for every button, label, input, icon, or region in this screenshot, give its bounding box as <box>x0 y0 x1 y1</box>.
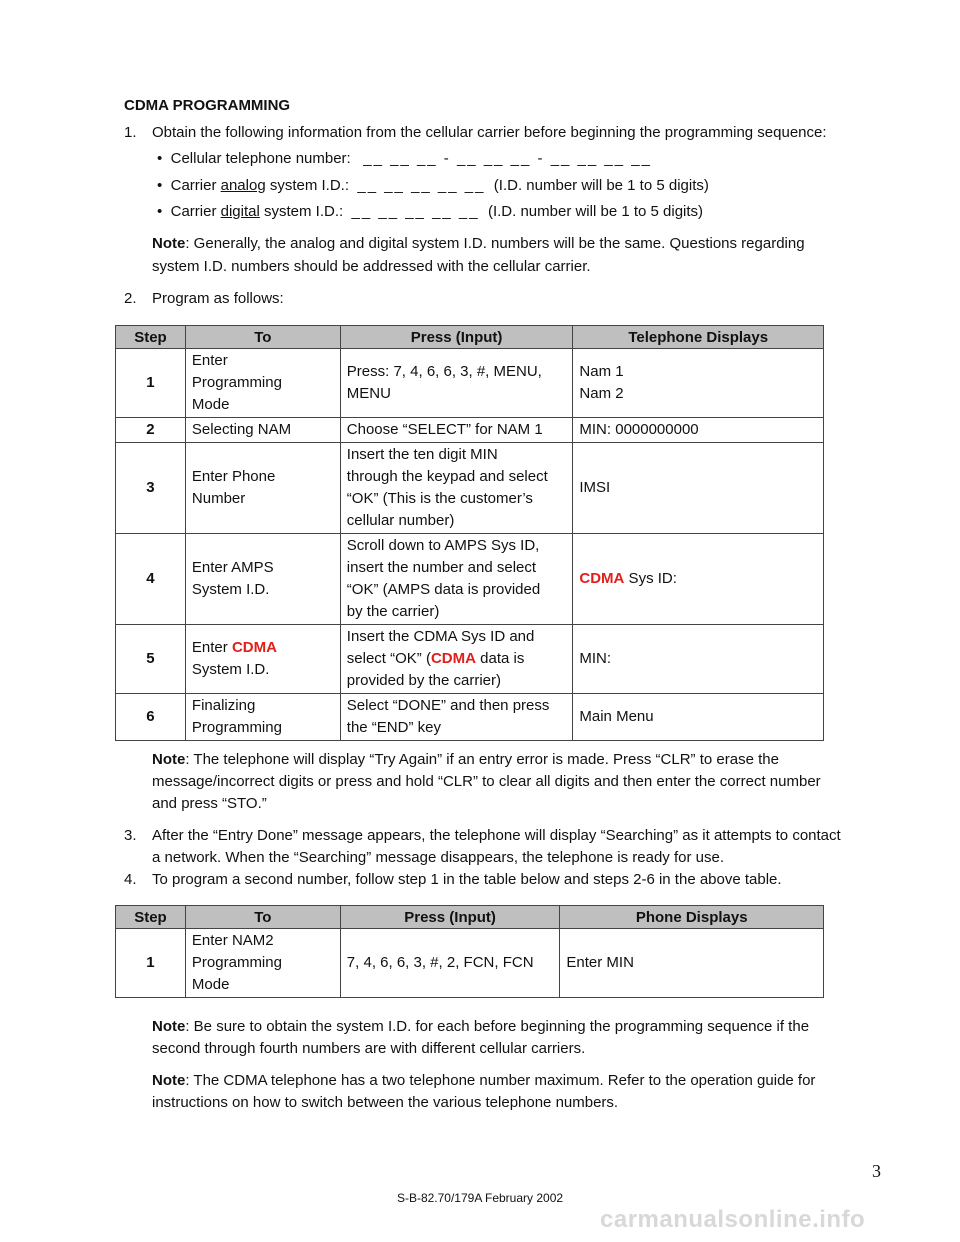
note-text: : Generally, the analog and digital system I.D. numbers will be the same. Questions regarding <box>185 235 805 252</box>
step-cell: 2 <box>116 418 186 443</box>
table-row <box>116 625 824 694</box>
col-header-to: To <box>185 906 340 929</box>
phone-number-blanks: __ __ __ - __ __ __ - __ __ __ __ <box>363 150 652 167</box>
display-cell: MIN: <box>573 625 824 694</box>
table-row <box>116 694 824 741</box>
table-row <box>116 443 824 534</box>
note4-line1 <box>152 1070 815 1092</box>
cell-line: MENU <box>346 385 391 402</box>
note3-line1 <box>152 1016 809 1038</box>
cell-line: Finalizing <box>191 697 256 714</box>
step1-text: Obtain the following information from the cellular carrier before beginning the programming sequence: <box>152 124 827 141</box>
to-cell: Selecting NAM <box>185 418 340 443</box>
step-cell: 6 <box>116 694 186 741</box>
cell-line: Programming <box>191 374 282 391</box>
cdma-highlight: CDMA <box>231 639 277 656</box>
cell-line: “OK” (AMPS data is provided <box>346 581 541 598</box>
bullet-digital-note: (I.D. number will be 1 to 5 digits) <box>487 203 704 220</box>
note-text: : The telephone will display “Try Again” if an entry error is made. Press “CLR” to erase the <box>185 751 779 768</box>
step4-number: 4. <box>124 871 137 888</box>
bullet-digital-word: digital <box>220 203 260 220</box>
cell-line: provided by the carrier) <box>346 672 502 689</box>
cell-line: Nam 1 <box>579 363 624 380</box>
col-header-to: To <box>185 326 340 349</box>
display-cell: MIN: 0000000000 <box>573 418 824 443</box>
bullet-icon: • <box>157 203 163 220</box>
to-cell <box>185 349 340 418</box>
cell-line: Mode <box>191 976 230 993</box>
press-cell <box>340 443 573 534</box>
cdma-highlight: CDMA <box>430 650 476 667</box>
display-cell: IMSI <box>573 443 824 534</box>
bullet-phone <box>157 148 652 170</box>
cell-line: Mode <box>191 396 230 413</box>
step4-text: To program a second number, follow step 1 in the table below and steps 2-6 in the above table. <box>152 871 782 888</box>
cell-line: Scroll down to AMPS Sys ID, <box>346 537 540 554</box>
note4-line2: instructions on how to switch between the various telephone numbers. <box>152 1094 619 1111</box>
note2-line3: and press “STO.” <box>152 795 267 812</box>
display-cell <box>573 534 824 625</box>
step1-note-line2: system I.D. numbers should be addressed with the cellular carrier. <box>152 258 591 275</box>
cell-line: data is <box>475 650 525 667</box>
cell-line: insert the number and select <box>346 559 537 576</box>
cell-line: Programming <box>191 954 282 971</box>
col-header-step: Step <box>116 326 186 349</box>
to-cell <box>185 534 340 625</box>
bullet-icon: • <box>157 150 163 167</box>
step-cell: 3 <box>116 443 186 534</box>
cell-line: “OK” (This is the customer’s <box>346 490 533 507</box>
cell-line: select “OK” ( <box>346 650 431 667</box>
bullet-phone-label: Cellular telephone number: <box>170 150 351 167</box>
cdma-highlight: CDMA <box>579 570 625 587</box>
step-cell: 1 <box>116 929 186 998</box>
note-label: Note <box>152 235 186 252</box>
cell-line: Select “DONE” and then press <box>346 697 550 714</box>
bullet-analog-note: (I.D. number will be 1 to 5 digits) <box>493 177 709 194</box>
step1-number: 1. <box>124 124 137 141</box>
note-label: Note <box>152 1072 186 1089</box>
display-cell <box>573 349 824 418</box>
cell-line: Enter <box>191 352 228 369</box>
table-row <box>116 534 824 625</box>
bullet-analog-word: analog <box>220 177 266 194</box>
to-cell <box>185 625 340 694</box>
step-cell: 1 <box>116 349 186 418</box>
note-label: Note <box>152 1018 186 1035</box>
digital-id-blanks: __ __ __ __ __ <box>351 203 480 220</box>
cell-line: Enter <box>191 639 232 656</box>
cell-line: System I.D. <box>191 581 270 598</box>
step-cell: 4 <box>116 534 186 625</box>
page-number: 3 <box>872 1161 881 1181</box>
note2-line1 <box>152 749 779 771</box>
table-row <box>116 418 824 443</box>
press-cell <box>340 349 573 418</box>
step2-text: Program as follows: <box>152 290 284 307</box>
col-header-displays: Phone Displays <box>560 906 824 929</box>
note-text: : The CDMA telephone has a two telephone number maximum. Refer to the operation guide for <box>185 1072 816 1089</box>
cell-line: Nam 2 <box>579 385 624 402</box>
watermark: carmanualsonline.info <box>600 1206 866 1233</box>
step3-line1: After the “Entry Done” message appears, the telephone will display “Searching” as it attempts to contact <box>152 827 841 844</box>
table-row <box>116 349 824 418</box>
cell-line: Press: 7, 4, 6, 6, 3, #, MENU, <box>346 363 542 380</box>
bullet-digital-pre: Carrier <box>170 203 221 220</box>
to-cell <box>185 694 340 741</box>
cell-line: System I.D. <box>191 661 270 678</box>
second-number-table <box>115 905 824 998</box>
table-header-row <box>116 326 824 349</box>
step3-line2: a network. When the “Searching” message disappears, the telephone is ready for use. <box>152 849 724 866</box>
analog-id-blanks: __ __ __ __ __ <box>357 177 486 194</box>
press-cell: 7, 4, 6, 6, 3, #, 2, FCN, FCN <box>340 929 560 998</box>
cell-line: by the carrier) <box>346 603 440 620</box>
cell-line: the “END” key <box>346 719 441 736</box>
col-header-press: Press (Input) <box>340 906 560 929</box>
cell-line: Insert the ten digit MIN <box>346 446 498 463</box>
cell-line: through the keypad and select <box>346 468 548 485</box>
table-row <box>116 929 824 998</box>
bullet-digital-post: system I.D.: <box>259 203 344 220</box>
to-cell <box>185 929 340 998</box>
note2-line2: message/incorrect digits or press and hold “CLR” to clear all digits and then enter the correct number <box>152 773 821 790</box>
display-cell: Main Menu <box>573 694 824 741</box>
cell-line: Sys ID: <box>624 570 677 587</box>
step-cell: 5 <box>116 625 186 694</box>
cell-line: Enter NAM2 <box>191 932 274 949</box>
cell-line: Insert the CDMA Sys ID and <box>346 628 535 645</box>
col-header-press: Press (Input) <box>340 326 573 349</box>
note-text: : Be sure to obtain the system I.D. for each before beginning the programming sequence if the <box>185 1018 810 1035</box>
cell-line: Enter AMPS <box>191 559 274 576</box>
col-header-step: Step <box>116 906 186 929</box>
col-header-displays: Telephone Displays <box>573 326 824 349</box>
bullet-analog <box>157 175 709 197</box>
press-cell: Choose “SELECT” for NAM 1 <box>340 418 573 443</box>
cell-line: Enter Phone <box>191 468 276 485</box>
programming-table <box>115 325 824 741</box>
section-heading: CDMA PROGRAMMING <box>124 97 291 114</box>
cell-line: Number <box>191 490 246 507</box>
note3-line2: second through fourth numbers are with different cellular carriers. <box>152 1040 586 1057</box>
bullet-icon: • <box>157 177 163 194</box>
table-header-row <box>116 906 824 929</box>
bullet-analog-post: system I.D.: <box>265 177 350 194</box>
cell-line: Programming <box>191 719 282 736</box>
document-footer: S-B-82.70/179A February 2002 <box>396 1191 564 1205</box>
step3-number: 3. <box>124 827 137 844</box>
press-cell <box>340 694 573 741</box>
bullet-digital <box>157 201 703 223</box>
step2-number: 2. <box>124 290 137 307</box>
note-label: Note <box>152 751 186 768</box>
bullet-analog-pre: Carrier <box>170 177 221 194</box>
step1-note <box>152 233 805 255</box>
press-cell <box>340 534 573 625</box>
cell-line: cellular number) <box>346 512 455 529</box>
to-cell <box>185 443 340 534</box>
display-cell: Enter MIN <box>560 929 824 998</box>
press-cell <box>340 625 573 694</box>
